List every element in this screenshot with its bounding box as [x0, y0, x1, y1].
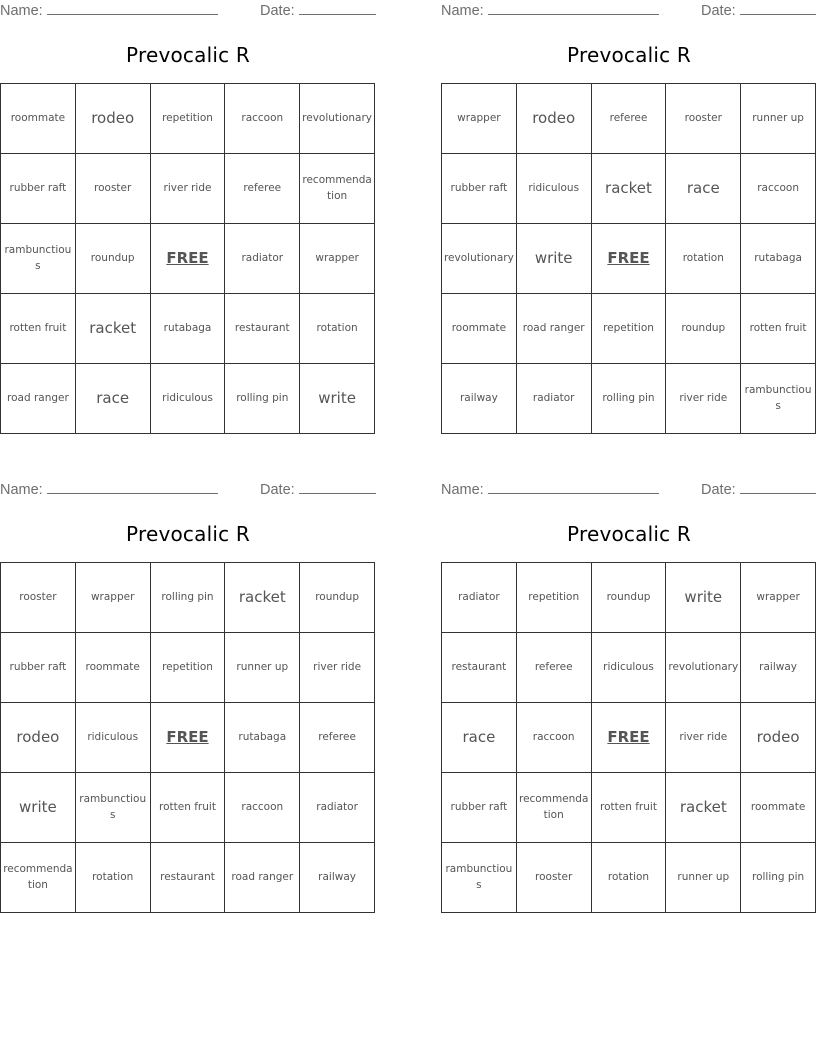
bingo-cell: wrapper	[76, 563, 151, 633]
bingo-cell: racket	[76, 294, 151, 364]
name-field	[441, 2, 659, 19]
bingo-cell: rotten fruit	[151, 773, 226, 843]
bingo-cell: referee	[592, 84, 667, 154]
bingo-cell: rubber raft	[442, 154, 517, 224]
bingo-cell: river ride	[300, 633, 375, 703]
name-blank-line	[488, 481, 659, 494]
bingo-cell: rolling pin	[592, 364, 667, 434]
bingo-cell: river ride	[151, 154, 226, 224]
bingo-cell: revolutionary	[300, 84, 375, 154]
bingo-cell: rodeo	[517, 84, 592, 154]
bingo-cell: road ranger	[225, 843, 300, 913]
bingo-grid	[0, 83, 375, 434]
bingo-cell: racket	[592, 154, 667, 224]
bingo-card-3	[0, 479, 376, 913]
bingo-cell: race	[76, 364, 151, 434]
bingo-cell: rambunctious	[442, 843, 517, 913]
bingo-cell: rubber raft	[442, 773, 517, 843]
bingo-cell: radiator	[442, 563, 517, 633]
bingo-cell: write	[517, 224, 592, 294]
bingo-cell: road ranger	[1, 364, 76, 434]
card-title: Prevocalic R	[567, 522, 691, 546]
bingo-cell: restaurant	[442, 633, 517, 703]
bingo-cell: repetition	[592, 294, 667, 364]
card-header	[441, 481, 816, 499]
bingo-cell: runner up	[666, 843, 741, 913]
bingo-cell: write	[1, 773, 76, 843]
bingo-cell: ridiculous	[592, 633, 667, 703]
date-field	[260, 481, 376, 498]
bingo-cell: rambunctious	[76, 773, 151, 843]
date-field	[701, 2, 816, 19]
bingo-cell: rambunctious	[741, 364, 816, 434]
date-field	[260, 2, 376, 19]
free-space-cell: FREE	[151, 224, 226, 294]
date-blank-line	[740, 481, 816, 494]
date-label: Date:	[260, 482, 295, 498]
free-space-cell: FREE	[151, 703, 226, 773]
bingo-cell: roundup	[300, 563, 375, 633]
card-header	[0, 481, 376, 499]
bingo-cell: ridiculous	[517, 154, 592, 224]
date-blank-line	[299, 481, 376, 494]
bingo-cell: restaurant	[151, 843, 226, 913]
name-blank-line	[47, 2, 218, 15]
bingo-cell: referee	[300, 703, 375, 773]
bingo-cell: radiator	[517, 364, 592, 434]
bingo-cell: rotation	[300, 294, 375, 364]
bingo-cell: raccoon	[517, 703, 592, 773]
bingo-cell: wrapper	[741, 563, 816, 633]
name-label: Name:	[441, 3, 484, 19]
bingo-cell: referee	[225, 154, 300, 224]
bingo-card-4	[441, 479, 816, 913]
bingo-cell: roommate	[442, 294, 517, 364]
card-title: Prevocalic R	[126, 522, 250, 546]
bingo-cell: river ride	[666, 364, 741, 434]
bingo-cell: radiator	[300, 773, 375, 843]
name-field	[0, 481, 218, 498]
name-blank-line	[488, 2, 659, 15]
bingo-cell: radiator	[225, 224, 300, 294]
bingo-cell: rutabaga	[741, 224, 816, 294]
bingo-cell: roundup	[76, 224, 151, 294]
bingo-cell: river ride	[666, 703, 741, 773]
bingo-cell: rolling pin	[151, 563, 226, 633]
bingo-grid	[0, 562, 375, 913]
bingo-cell: recommendation	[1, 843, 76, 913]
bingo-cell: wrapper	[300, 224, 375, 294]
bingo-cell: rotten fruit	[741, 294, 816, 364]
name-field	[441, 481, 659, 498]
bingo-cell: wrapper	[442, 84, 517, 154]
bingo-cell: rutabaga	[225, 703, 300, 773]
date-field	[701, 481, 816, 498]
date-label: Date:	[701, 3, 736, 19]
bingo-cell: ridiculous	[151, 364, 226, 434]
bingo-cell: rolling pin	[225, 364, 300, 434]
bingo-card-2	[441, 0, 816, 434]
bingo-cell: ridiculous	[76, 703, 151, 773]
bingo-cell: rotten fruit	[592, 773, 667, 843]
date-label: Date:	[701, 482, 736, 498]
bingo-cell: rotation	[76, 843, 151, 913]
bingo-cell: rotation	[592, 843, 667, 913]
bingo-cell: rubber raft	[1, 633, 76, 703]
bingo-cell: racket	[666, 773, 741, 843]
card-title: Prevocalic R	[567, 43, 691, 67]
date-blank-line	[299, 2, 376, 15]
bingo-cell: raccoon	[741, 154, 816, 224]
bingo-cell: rambunctious	[1, 224, 76, 294]
name-label: Name:	[0, 3, 43, 19]
date-blank-line	[740, 2, 816, 15]
bingo-cell: revolutionary	[442, 224, 517, 294]
bingo-cell: roundup	[666, 294, 741, 364]
bingo-cell: revolutionary	[666, 633, 741, 703]
date-label: Date:	[260, 3, 295, 19]
name-field	[0, 2, 218, 19]
card-header	[0, 2, 376, 20]
bingo-cell: roundup	[592, 563, 667, 633]
bingo-cell: rodeo	[1, 703, 76, 773]
bingo-cell: rubber raft	[1, 154, 76, 224]
bingo-cell: raccoon	[225, 84, 300, 154]
bingo-cell: runner up	[225, 633, 300, 703]
bingo-cell: rolling pin	[741, 843, 816, 913]
free-space-cell: FREE	[592, 224, 667, 294]
free-space-cell: FREE	[592, 703, 667, 773]
bingo-cell: race	[442, 703, 517, 773]
name-blank-line	[47, 481, 218, 494]
bingo-cell: race	[666, 154, 741, 224]
bingo-cell: write	[666, 563, 741, 633]
bingo-cell: road ranger	[517, 294, 592, 364]
bingo-cell: runner up	[741, 84, 816, 154]
bingo-cell: repetition	[517, 563, 592, 633]
bingo-cell: rutabaga	[151, 294, 226, 364]
bingo-cell: rooster	[517, 843, 592, 913]
bingo-cell: railway	[442, 364, 517, 434]
bingo-cell: railway	[300, 843, 375, 913]
bingo-cell: rodeo	[741, 703, 816, 773]
bingo-cell: referee	[517, 633, 592, 703]
bingo-cell: raccoon	[225, 773, 300, 843]
bingo-cell: rodeo	[76, 84, 151, 154]
bingo-card-1	[0, 0, 376, 434]
bingo-cell: railway	[741, 633, 816, 703]
bingo-cell: write	[300, 364, 375, 434]
bingo-cell: rooster	[76, 154, 151, 224]
bingo-cell: repetition	[151, 633, 226, 703]
bingo-cell: restaurant	[225, 294, 300, 364]
bingo-cell: rotation	[666, 224, 741, 294]
bingo-cell: roommate	[76, 633, 151, 703]
bingo-grid	[441, 562, 816, 913]
card-header	[441, 2, 816, 20]
bingo-cell: rotten fruit	[1, 294, 76, 364]
bingo-cell: repetition	[151, 84, 226, 154]
bingo-cell: rooster	[666, 84, 741, 154]
bingo-cell: recommendation	[300, 154, 375, 224]
bingo-cell: rooster	[1, 563, 76, 633]
name-label: Name:	[441, 482, 484, 498]
card-title: Prevocalic R	[126, 43, 250, 67]
name-label: Name:	[0, 482, 43, 498]
bingo-cell: roommate	[1, 84, 76, 154]
bingo-cell: roommate	[741, 773, 816, 843]
bingo-cell: recommendation	[517, 773, 592, 843]
bingo-grid	[441, 83, 816, 434]
bingo-cell: racket	[225, 563, 300, 633]
